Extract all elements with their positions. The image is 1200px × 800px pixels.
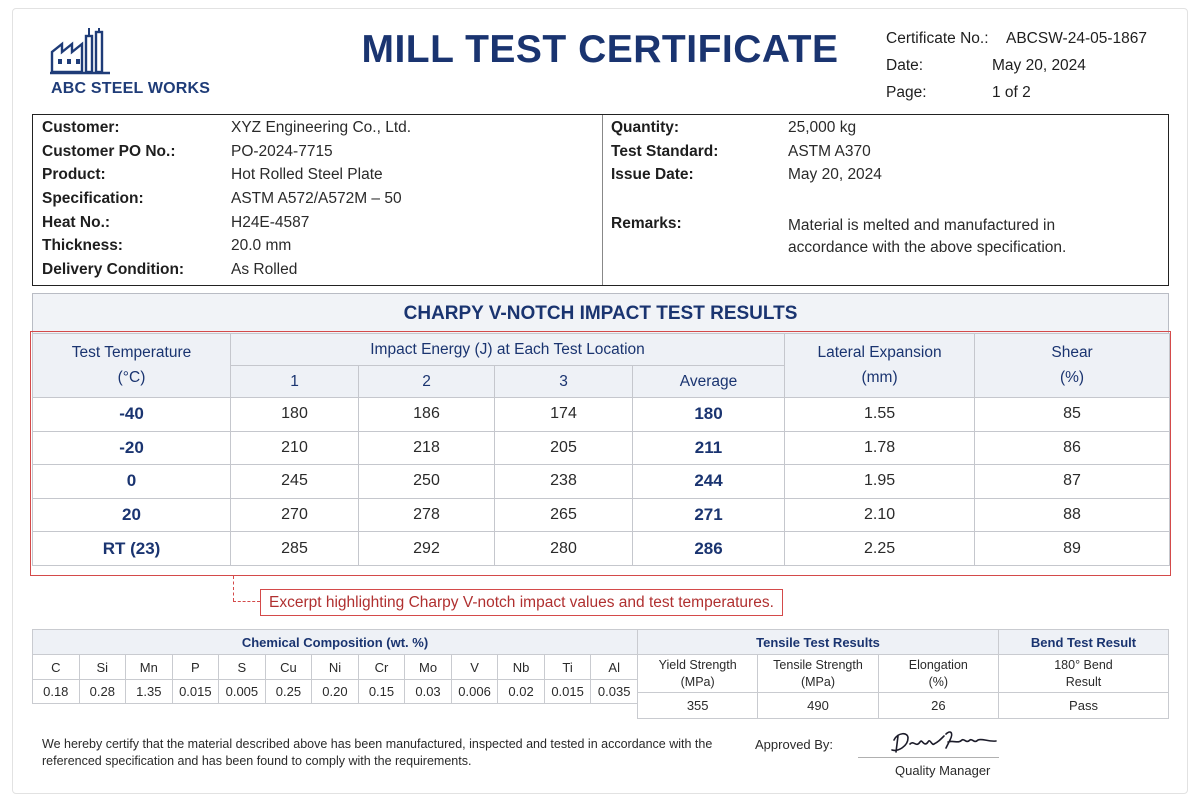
info-value: ASTM A370 — [788, 143, 871, 160]
meta-value: ABCSW-24-05-1867 — [1006, 30, 1148, 47]
info-row-product — [33, 166, 602, 190]
col-header-impact-energy: Impact Energy (J) at Each Test Location — [231, 334, 785, 366]
col-header-location-1: 1 — [231, 366, 359, 398]
charpy-table — [32, 333, 1170, 566]
element-name: Ni — [312, 655, 359, 680]
cell-energy-3: 280 — [495, 532, 633, 566]
header-text: Yield Strength — [658, 657, 737, 672]
meta-label: Certificate No.: — [886, 30, 989, 47]
cell-average: 271 — [633, 498, 785, 532]
chemical-composition-table-wrapper — [32, 629, 638, 704]
cell-temperature: -40 — [33, 398, 231, 432]
factory-icon — [50, 28, 112, 76]
element-name: Mo — [405, 655, 452, 680]
element-name: V — [451, 655, 498, 680]
callout-connector — [233, 601, 260, 602]
meta-row-page — [886, 84, 1186, 111]
header-unit: Result — [1065, 674, 1102, 689]
cell-energy-3: 238 — [495, 465, 633, 499]
element-value: 0.18 — [33, 680, 80, 704]
element-value: 0.02 — [498, 680, 545, 704]
cell-average: 180 — [633, 398, 785, 432]
cell-energy-2: 186 — [359, 398, 495, 432]
element-value: 0.25 — [265, 680, 312, 704]
info-row-po — [33, 143, 602, 167]
element-value: 0.03 — [405, 680, 452, 704]
element-name: C — [33, 655, 80, 680]
certification-statement: We hereby certify that the material described above has been manufactured, inspected and tested in accordance with the referenced specification and has been found to comply with the requirements. — [42, 737, 713, 768]
element-name: Si — [79, 655, 126, 680]
col-header-lateral-expansion — [785, 334, 975, 398]
cell-energy-1: 270 — [231, 498, 359, 532]
element-value: 0.20 — [312, 680, 359, 704]
cell-energy-2: 250 — [359, 465, 495, 499]
info-value: PO-2024-7715 — [231, 143, 333, 160]
info-row-specification — [33, 190, 602, 214]
info-label: Remarks: — [611, 215, 682, 232]
info-row-thickness — [33, 237, 602, 261]
cell-energy-3: 265 — [495, 498, 633, 532]
bend-result-value: Pass — [999, 693, 1169, 719]
element-value: 0.006 — [451, 680, 498, 704]
element-value: 0.015 — [544, 680, 591, 704]
info-value: Hot Rolled Steel Plate — [231, 166, 383, 183]
tensile-header-tensile — [758, 655, 878, 693]
bend-header-row — [999, 655, 1169, 693]
col-header-location-2: 2 — [359, 366, 495, 398]
info-value: ASTM A572/A572M – 50 — [231, 190, 402, 207]
signature-image — [888, 726, 998, 760]
meta-row-date — [886, 57, 1186, 84]
info-value: XYZ Engineering Co., Ltd. — [231, 119, 412, 136]
remarks-text: Material is melted and manufactured in accordance with the above specification. — [788, 217, 1067, 256]
header-unit: (MPa) — [680, 674, 715, 689]
info-value: As Rolled — [231, 261, 298, 278]
element-name: Cr — [358, 655, 405, 680]
tensile-header-row — [638, 655, 999, 693]
order-info-box — [32, 114, 1169, 286]
info-label: Customer: — [42, 119, 120, 136]
elongation-value: 26 — [878, 693, 998, 719]
charpy-section-title: CHARPY V-NOTCH IMPACT TEST RESULTS — [32, 293, 1169, 333]
tensile-value-row — [638, 693, 999, 719]
highlight-callout: Excerpt highlighting Charpy V-notch impact values and test temperatures. — [260, 589, 783, 616]
col-header-location-3: 3 — [495, 366, 633, 398]
element-value: 0.015 — [172, 680, 219, 704]
header-unit: (%) — [1059, 369, 1085, 386]
element-name: Al — [591, 655, 638, 680]
approved-by-label: Approved By: — [755, 737, 834, 752]
meta-row-certificate-no — [886, 30, 1186, 57]
header-text: Shear — [1051, 344, 1093, 361]
cell-shear: 89 — [975, 532, 1170, 566]
element-value-row — [33, 680, 638, 704]
cell-average: 286 — [633, 532, 785, 566]
tensile-table-wrapper — [637, 629, 999, 719]
info-value: May 20, 2024 — [788, 166, 882, 183]
cell-temperature: 0 — [33, 465, 231, 499]
header-text: Tensile Strength — [773, 657, 863, 672]
cell-shear: 87 — [975, 465, 1170, 499]
cell-temperature: 20 — [33, 498, 231, 532]
cell-energy-2: 218 — [359, 431, 495, 465]
table-row — [33, 532, 1170, 566]
tensile-header-yield — [638, 655, 758, 693]
info-row-delivery-condition — [33, 261, 602, 285]
header-unit: (°C) — [117, 369, 146, 386]
info-label: Product: — [42, 166, 106, 183]
cell-energy-1: 210 — [231, 431, 359, 465]
bend-table — [998, 629, 1169, 719]
info-label: Quantity: — [611, 119, 680, 136]
element-name: Cu — [265, 655, 312, 680]
cell-lateral-expansion: 1.55 — [785, 398, 975, 432]
element-value: 1.35 — [126, 680, 173, 704]
info-label: Delivery Condition: — [42, 261, 185, 278]
element-value: 0.035 — [591, 680, 638, 704]
meta-value: May 20, 2024 — [992, 57, 1086, 74]
cell-lateral-expansion: 1.78 — [785, 431, 975, 465]
cell-energy-3: 174 — [495, 398, 633, 432]
bend-value-row — [999, 693, 1169, 719]
element-value: 0.005 — [219, 680, 266, 704]
element-header-row — [33, 655, 638, 680]
info-label: Heat No.: — [42, 214, 111, 231]
element-name: Ti — [544, 655, 591, 680]
cell-lateral-expansion: 1.95 — [785, 465, 975, 499]
order-info-left — [33, 115, 603, 285]
cell-average: 244 — [633, 465, 785, 499]
header-unit: (MPa) — [800, 674, 835, 689]
info-label: Customer PO No.: — [42, 143, 176, 160]
chemical-composition-table — [32, 629, 638, 704]
tensile-header-elongation — [878, 655, 998, 693]
callout-connector — [233, 576, 234, 601]
cell-lateral-expansion: 2.10 — [785, 498, 975, 532]
signer-title: Quality Manager — [895, 763, 991, 778]
info-value: 25,000 kg — [788, 119, 857, 136]
element-value: 0.15 — [358, 680, 405, 704]
tensile-title: Tensile Test Results — [638, 630, 999, 655]
info-row-heat-no — [33, 214, 602, 238]
cell-lateral-expansion: 2.25 — [785, 532, 975, 566]
info-row-test-standard — [603, 143, 1168, 167]
header-text: Test Temperature — [71, 344, 192, 361]
header-text: 180° Bend — [1054, 657, 1113, 672]
tensile-strength-value: 490 — [758, 693, 878, 719]
table-row — [33, 498, 1170, 532]
bend-table-wrapper — [998, 629, 1169, 719]
element-name: Mn — [126, 655, 173, 680]
table-row — [33, 465, 1170, 499]
meta-value: 1 of 2 — [992, 84, 1031, 101]
info-label: Thickness: — [42, 237, 123, 254]
info-value: H24E-4587 — [231, 214, 310, 231]
info-row-issue-date — [603, 166, 1168, 190]
info-label: Issue Date: — [611, 166, 694, 183]
header-text: Elongation — [908, 657, 968, 672]
cell-shear: 88 — [975, 498, 1170, 532]
element-name: Nb — [498, 655, 545, 680]
yield-strength-value: 355 — [638, 693, 758, 719]
header-text: Lateral Expansion — [817, 344, 942, 361]
cell-energy-1: 285 — [231, 532, 359, 566]
col-header-average: Average — [633, 366, 785, 398]
info-row-customer — [33, 119, 602, 143]
bend-title: Bend Test Result — [999, 630, 1169, 655]
certificate-meta — [886, 30, 1186, 111]
element-name: P — [172, 655, 219, 680]
cell-average: 211 — [633, 431, 785, 465]
info-label: Test Standard: — [611, 143, 719, 160]
cell-energy-2: 292 — [359, 532, 495, 566]
col-header-shear — [975, 334, 1170, 398]
header-unit: (mm) — [861, 369, 898, 386]
cell-energy-2: 278 — [359, 498, 495, 532]
document-title: MILL TEST CERTIFICATE — [361, 28, 839, 71]
signature-line — [858, 757, 999, 758]
cell-shear: 85 — [975, 398, 1170, 432]
cell-temperature: -20 — [33, 431, 231, 465]
info-value: 20.0 mm — [231, 237, 292, 254]
cell-energy-1: 245 — [231, 465, 359, 499]
col-header-temperature — [33, 334, 231, 398]
element-name: S — [219, 655, 266, 680]
table-row — [33, 398, 1170, 432]
order-info-right — [603, 115, 1168, 285]
cell-temperature: RT (23) — [33, 532, 231, 566]
header-unit: (%) — [928, 674, 949, 689]
cell-shear: 86 — [975, 431, 1170, 465]
meta-label: Page: — [886, 84, 927, 101]
meta-label: Date: — [886, 57, 924, 74]
company-name: ABC STEEL WORKS — [51, 80, 211, 97]
charpy-table-wrapper — [32, 333, 1169, 566]
info-row-quantity — [603, 119, 1168, 143]
tensile-table — [637, 629, 999, 719]
element-value: 0.28 — [79, 680, 126, 704]
info-label: Specification: — [42, 190, 144, 207]
chemical-composition-title: Chemical Composition (wt. %) — [33, 630, 638, 655]
cell-energy-3: 205 — [495, 431, 633, 465]
table-row — [33, 431, 1170, 465]
bend-header — [999, 655, 1169, 693]
cell-energy-1: 180 — [231, 398, 359, 432]
